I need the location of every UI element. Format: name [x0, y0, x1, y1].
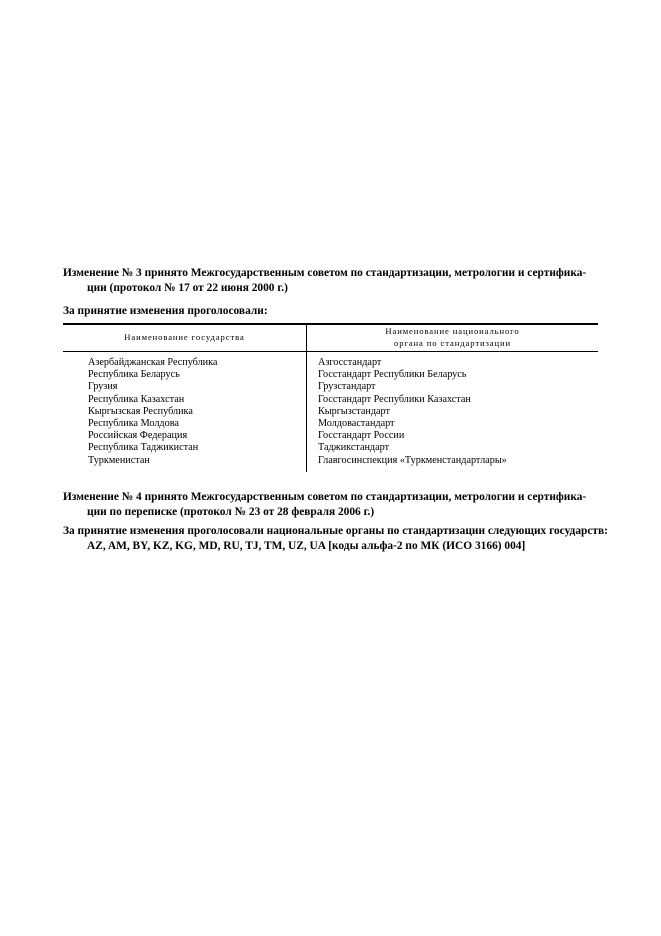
amendment-3-paragraph — [63, 266, 603, 296]
voted-label: За принятие изменения проголосовали: — [63, 305, 268, 317]
amendment-4-line-1: Изменение № 4 принято Межгосударственным советом по стандартизации, метрологии и сертифика- — [63, 491, 587, 503]
table-row-state: Грузия — [88, 381, 118, 393]
table-row-state: Азербайджанская Республика — [88, 357, 218, 368]
table-row-state: Российская Федерация — [88, 430, 188, 442]
table-row-state: Республика Таджикистан — [88, 442, 199, 454]
table-row-body: Госстандарт Республики Беларусь — [318, 369, 467, 381]
table-row-state: Республика Казахстан — [88, 393, 185, 405]
amendment-3-line-1: Изменение № 3 принято Межгосударственным советом по стандартизации, метрологии и сертифика- — [63, 267, 587, 279]
table-header-rule — [63, 351, 598, 352]
column-header-body — [307, 325, 598, 349]
amendment-4-line-2: ции по переписке (протокол № 23 от 28 февраля 2006 г.) — [87, 506, 375, 518]
states-column — [88, 357, 217, 467]
table-row-body: Молдовастандарт — [318, 418, 395, 430]
bodies-column — [318, 357, 507, 467]
column-header-body-line-1: Наименование национального — [385, 326, 520, 336]
column-header-state: Наименование государства — [124, 332, 245, 342]
table-row-body: Кыргызстандарт — [318, 405, 390, 417]
amendment-3-line-2: ции (протокол № 17 от 22 июня 2000 г.) — [87, 282, 288, 294]
table-row-body: Таджикстандарт — [318, 442, 390, 454]
voted-4-line-1: За принятие изменения проголосовали национальные органы по стандартизации следующих государств: — [63, 525, 608, 537]
amendment-4-paragraph — [63, 490, 603, 520]
table-row-body: Азгосстандарт — [318, 357, 382, 368]
column-header-body-line-2: органа по стандартизации — [394, 338, 511, 348]
voted-4-line-2: AZ, AM, BY, KZ, KG, MD, RU, TJ, TM, UZ, UA [коды альфа-2 по МК (ИСО 3166) 004] — [87, 540, 526, 552]
table-row-body: Грузстандарт — [318, 381, 376, 393]
voted-4-paragraph — [63, 524, 608, 554]
table-row-body: Госстандарт Республики Казахстан — [318, 393, 471, 405]
table-row-body: Главгосинспекция «Туркменстандартлары» — [318, 454, 507, 466]
table-row-body: Госстандарт России — [318, 430, 405, 442]
table-row-state: Республика Молдова — [88, 418, 179, 430]
table-row-state: Республика Беларусь — [88, 369, 180, 381]
table-row-state: Кыргызская Республика — [88, 405, 193, 417]
table-row-state: Туркменистан — [88, 454, 150, 466]
